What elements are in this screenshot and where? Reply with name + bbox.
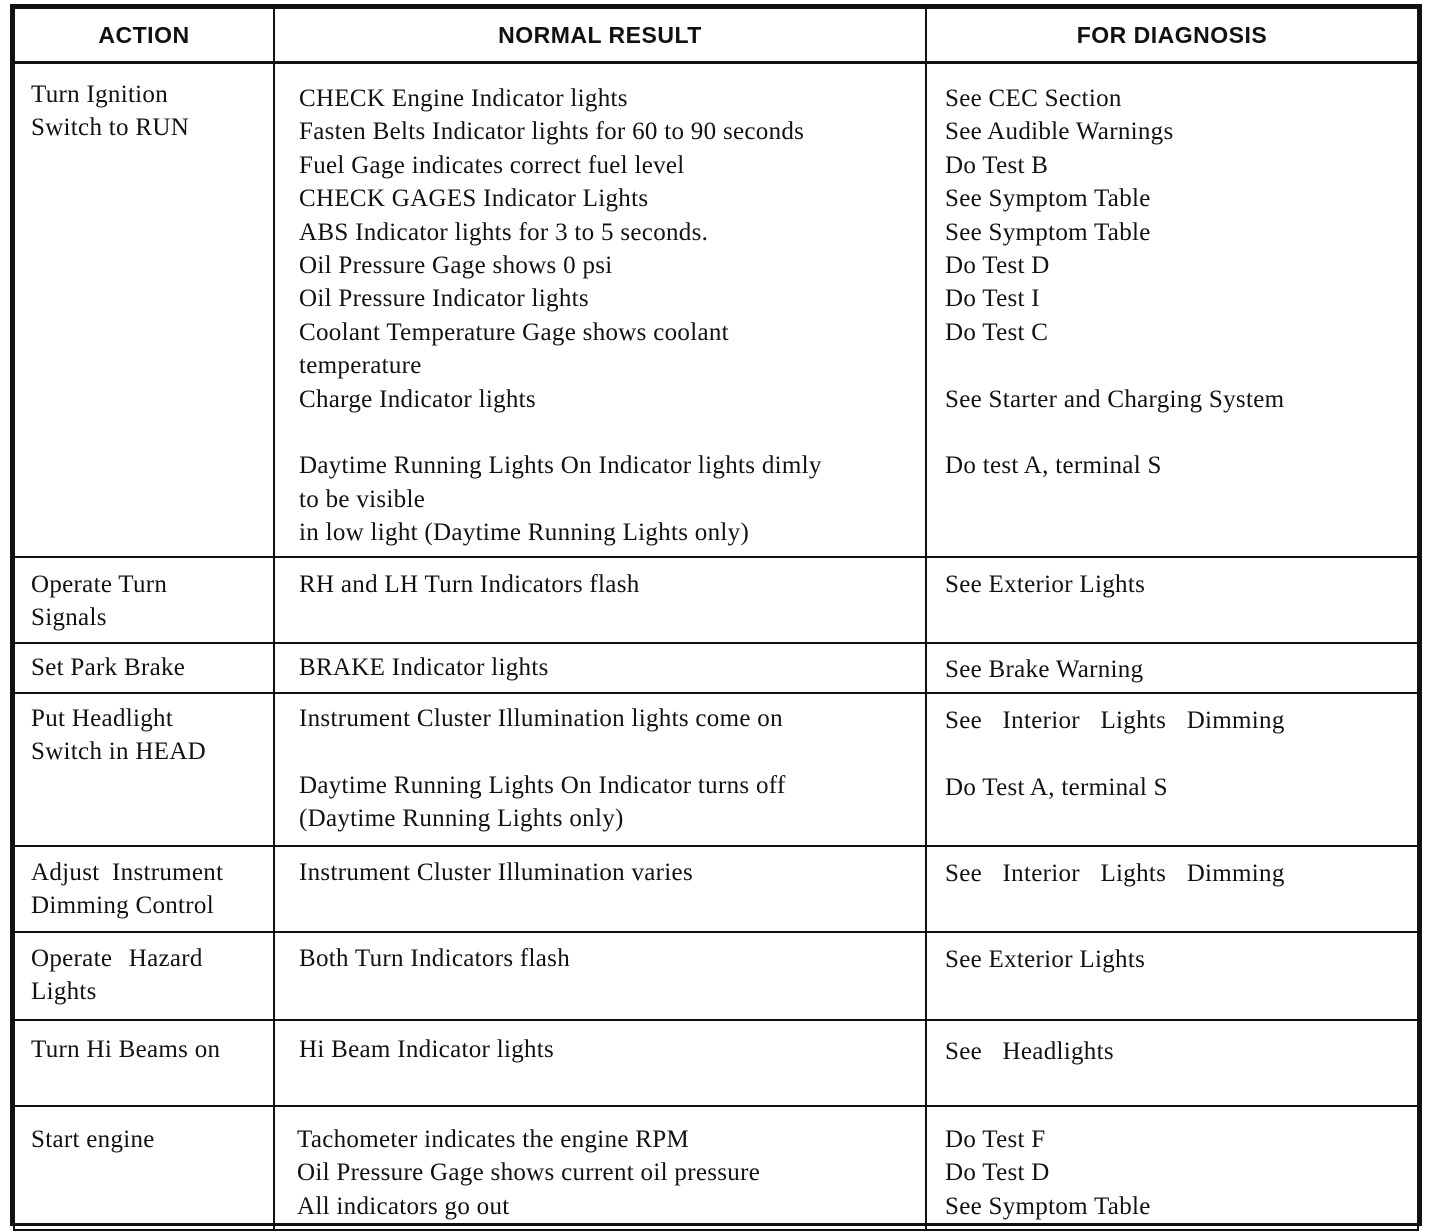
table-row (14, 1106, 1418, 1230)
diagnosis-line: Do Test F (945, 1126, 1046, 1154)
action-line: Operate Turn (31, 570, 168, 598)
result-line: Daytime Running Lights On Indicator lights dimly (299, 452, 822, 480)
action-line: Operate Hazard (31, 945, 203, 973)
diagnosis-cell (926, 63, 1418, 557)
diagnosis-cell (926, 846, 1418, 932)
result-cell (274, 693, 926, 846)
spacer (945, 416, 1403, 449)
spacer (299, 416, 911, 449)
result-line: Oil Pressure Gage shows current oil pressure (297, 1159, 761, 1187)
diagnosis-line: See Brake Warning (945, 655, 1144, 683)
action-line: Dimming Control (31, 892, 214, 920)
result-line: RH and LH Turn Indicators flash (299, 570, 640, 598)
header-row (14, 8, 1418, 63)
action-line: Switch in HEAD (31, 738, 207, 766)
action-line: Lights (31, 978, 97, 1006)
diagnosis-line: See Interior Lights Dimming (945, 707, 1285, 735)
diagnosis-line: See Exterior Lights (945, 946, 1146, 974)
table-row (14, 932, 1418, 1020)
diagnosis-line: Do test A, terminal S (945, 452, 1162, 480)
result-line: Instrument Cluster Illumination lights come on (299, 705, 783, 733)
action-cell (14, 1106, 274, 1230)
action-line: Start engine (31, 1126, 155, 1154)
action-line: Turn Hi Beams on (31, 1036, 221, 1064)
diagnosis-cell (926, 693, 1418, 846)
diagnosis-line: Do Test B (945, 151, 1049, 179)
result-line: to be visible (299, 485, 426, 513)
result-cell (274, 846, 926, 932)
diagnosis-line: See CEC Section (945, 85, 1122, 112)
diagnosis-line: See Symptom Table (945, 218, 1151, 246)
result-line: Oil Pressure Gage shows 0 psi (299, 252, 613, 280)
result-line: BRAKE Indicator lights (299, 653, 549, 681)
diagnostic-table-sheet (10, 4, 1422, 1226)
result-line: (Daytime Running Lights only) (299, 805, 624, 833)
diagnosis-cell (926, 932, 1418, 1020)
diagnosis-line: See Exterior Lights (945, 570, 1146, 598)
result-line: Tachometer indicates the engine RPM (297, 1126, 689, 1154)
diagnosis-line: Do Test C (945, 318, 1049, 346)
table-row (14, 846, 1418, 932)
diagnosis-cell (926, 557, 1418, 643)
table-row (14, 557, 1418, 643)
diagnosis-line: See Symptom Table (945, 185, 1151, 213)
result-line: Charge Indicator lights (299, 385, 536, 413)
diagnosis-cell (926, 1106, 1418, 1230)
result-cell (274, 557, 926, 643)
header-action: ACTION (14, 8, 274, 63)
diagnosis-line: Do Test I (945, 285, 1040, 313)
result-line: Oil Pressure Indicator lights (299, 285, 589, 313)
spacer (945, 349, 1403, 382)
action-line: Adjust Instrument (31, 859, 224, 887)
action-cell (14, 846, 274, 932)
result-line: Instrument Cluster Illumination varies (299, 859, 693, 887)
header-diagnosis: FOR DIAGNOSIS (926, 8, 1418, 63)
action-cell (14, 1020, 274, 1106)
diagnostic-table (13, 7, 1419, 1231)
result-cell (274, 1020, 926, 1106)
action-line: Signals (31, 604, 107, 632)
action-cell (14, 643, 274, 693)
action-cell (14, 557, 274, 643)
table-row (14, 63, 1418, 557)
diagnosis-line: Do Test D (945, 1159, 1050, 1187)
result-line: temperature (299, 352, 422, 380)
diagnosis-cell (926, 1020, 1418, 1106)
result-line: Coolant Temperature Gage shows coolant (299, 318, 729, 346)
result-line: ABS Indicator lights for 3 to 5 seconds. (299, 218, 709, 246)
diagnosis-cell (926, 643, 1418, 693)
header-normal-result: NORMAL RESULT (274, 8, 926, 63)
result-line: CHECK Engine Indicator lights (299, 85, 628, 112)
action-line: Turn Ignition (31, 81, 169, 108)
diagnosis-line: See Symptom Table (945, 1192, 1151, 1220)
result-cell (274, 643, 926, 693)
action-cell (14, 63, 274, 557)
result-line: Both Turn Indicators flash (299, 945, 570, 973)
result-line: All indicators go out (297, 1192, 510, 1220)
diagnosis-line: See Audible Warnings (945, 118, 1174, 146)
result-cell (274, 63, 926, 557)
action-cell (14, 932, 274, 1020)
table-row (14, 1020, 1418, 1106)
result-line: in low light (Daytime Running Lights only) (299, 519, 750, 547)
action-line: Put Headlight (31, 705, 174, 733)
action-line: Switch to RUN (31, 114, 190, 142)
table-row (14, 693, 1418, 846)
result-cell (274, 932, 926, 1020)
diagnosis-line: See Interior Lights Dimming (945, 860, 1285, 888)
spacer (299, 735, 911, 768)
spacer (945, 737, 1403, 770)
result-line: Hi Beam Indicator lights (299, 1036, 555, 1064)
diagnosis-line: See Starter and Charging System (945, 385, 1285, 413)
result-line: Fasten Belts Indicator lights for 60 to 90 seconds (299, 118, 805, 146)
table-row (14, 643, 1418, 693)
diagnosis-line: Do Test A, terminal S (945, 773, 1168, 801)
result-line: Fuel Gage indicates correct fuel level (299, 151, 685, 179)
action-line: Set Park Brake (31, 653, 186, 681)
action-cell (14, 693, 274, 846)
diagnosis-line: See Headlights (945, 1038, 1114, 1066)
result-cell (274, 1106, 926, 1230)
diagnosis-line: Do Test D (945, 252, 1050, 280)
result-line: Daytime Running Lights On Indicator turns off (299, 771, 786, 799)
result-line: CHECK GAGES Indicator Lights (299, 185, 649, 213)
